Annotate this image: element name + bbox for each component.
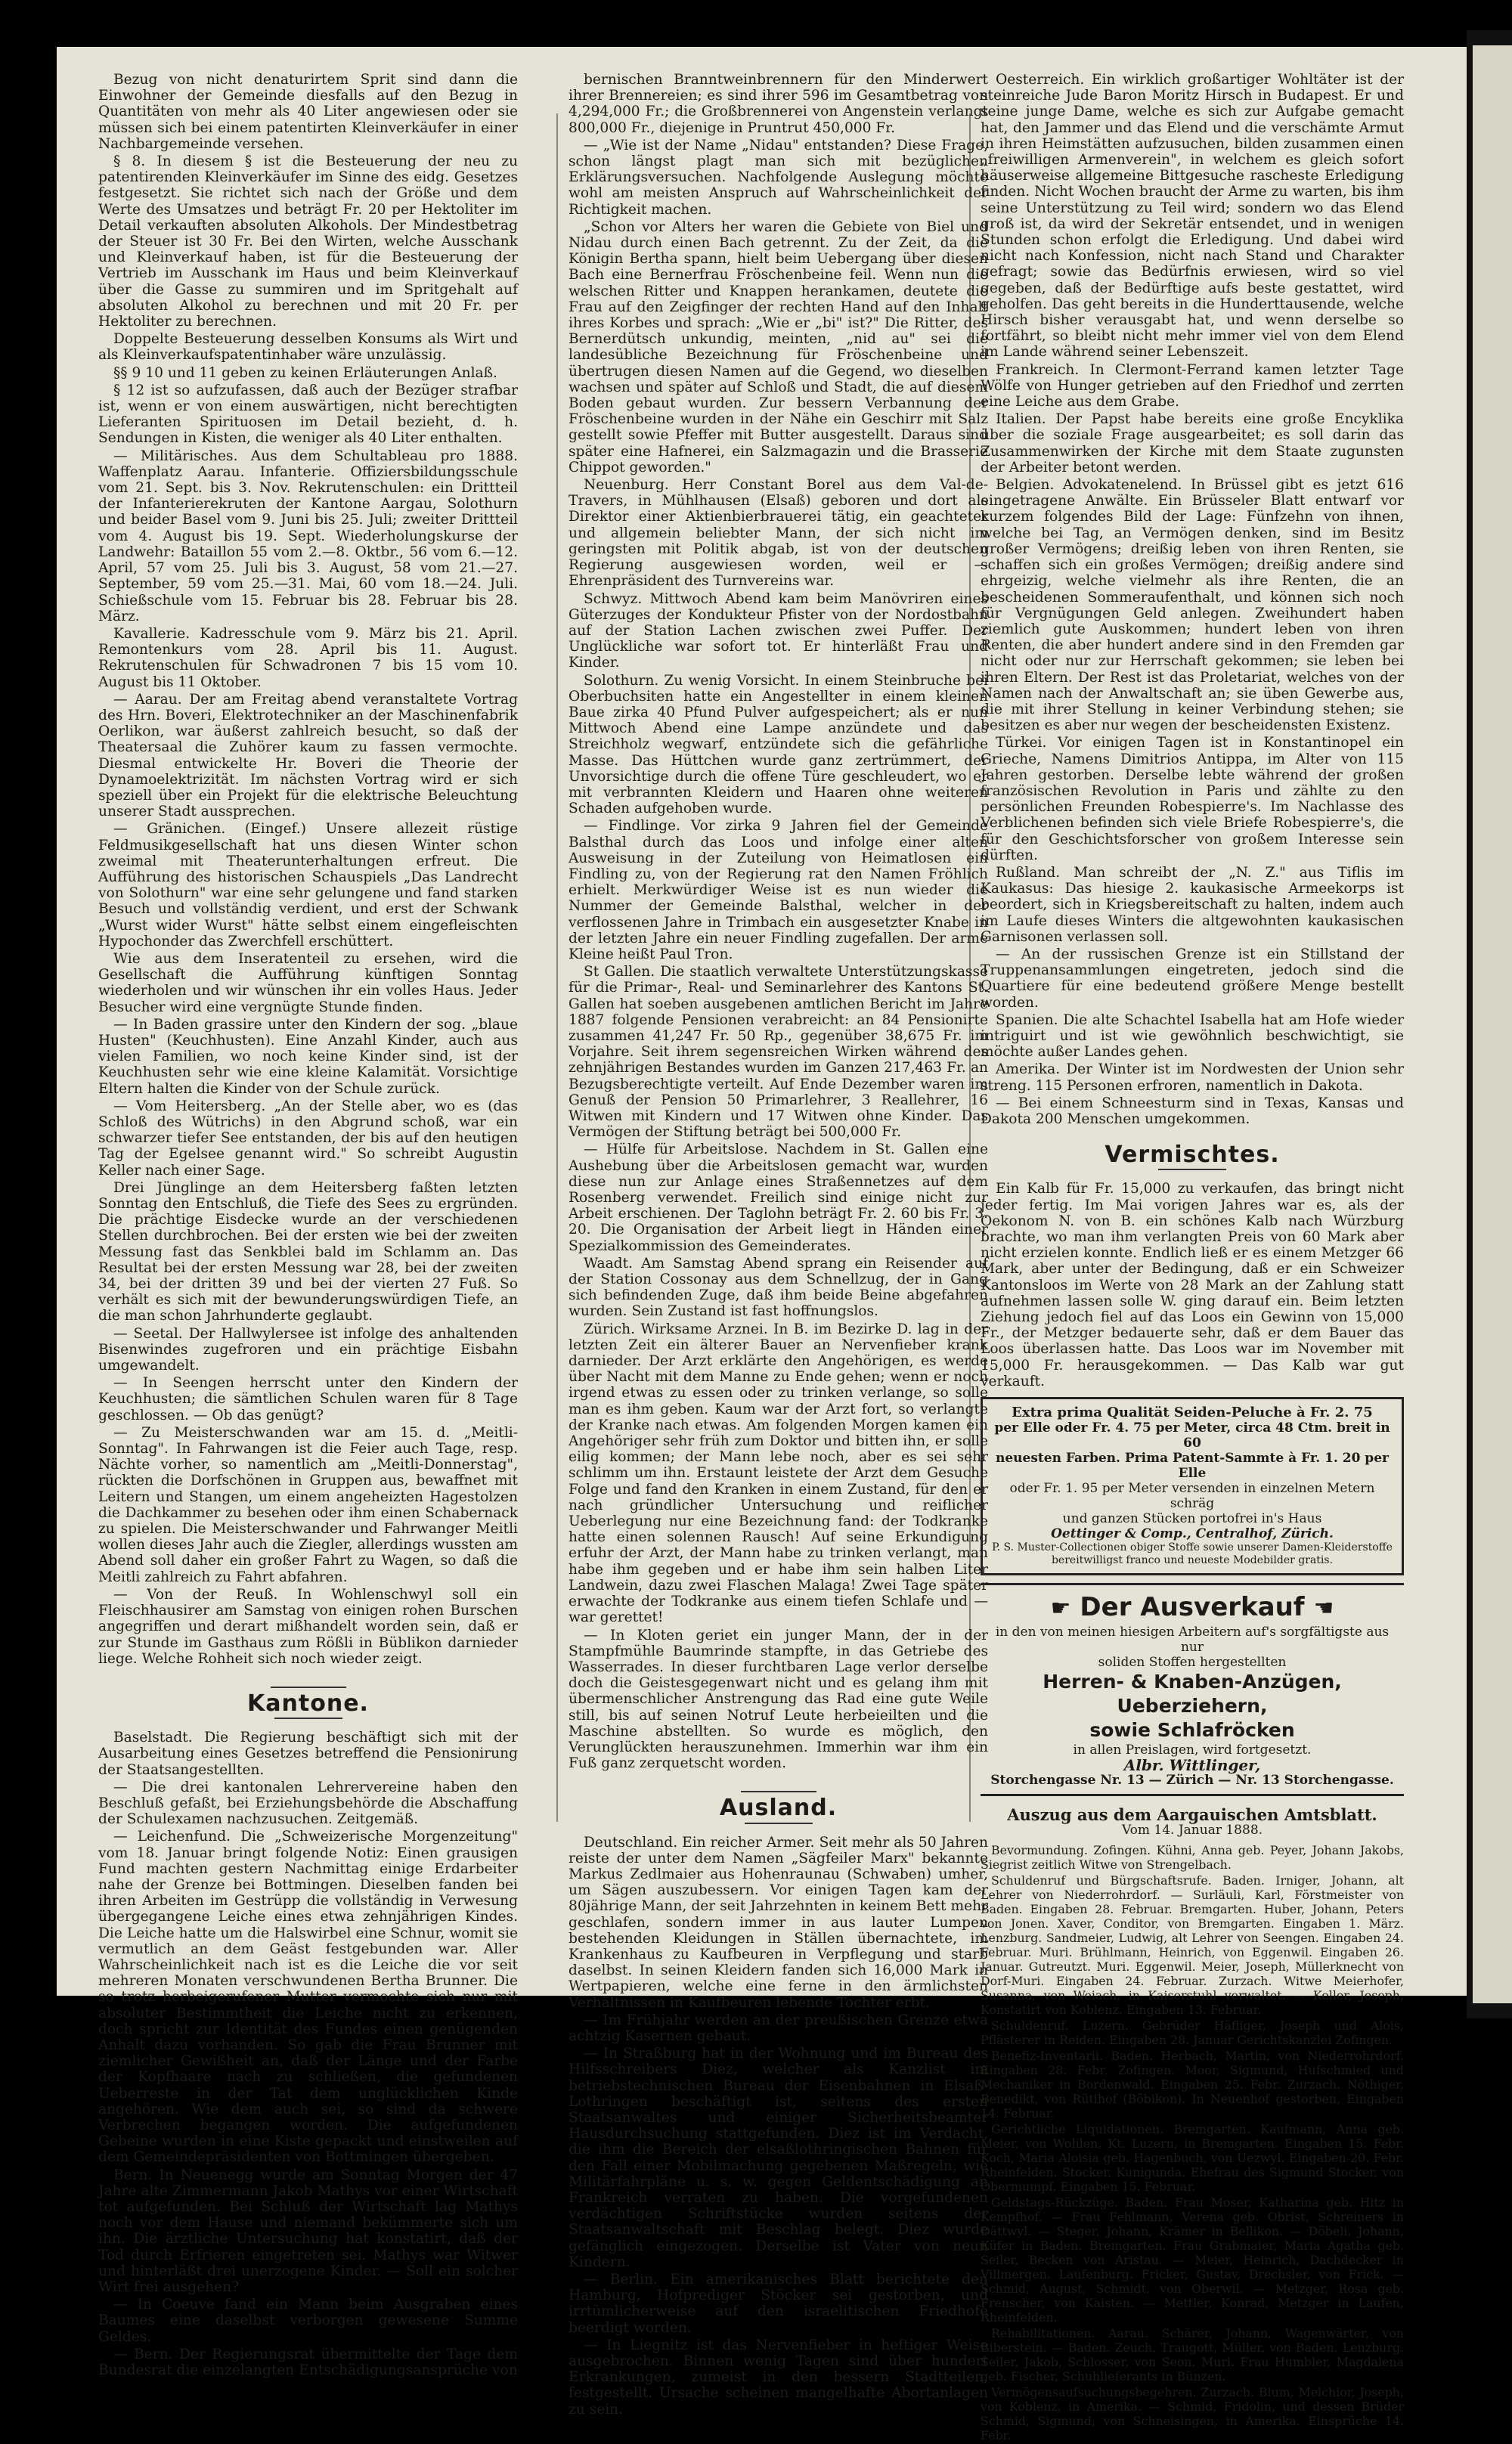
article-paragraph: — In Baden grassire unter den Kindern der sog. „blaue Husten" (Keuchhusten). Eine Anzahl Kinder, auch aus vielen Familien, wo noch keine Kinder sind, ist der Keuchhusten sehr wie eine kleine Kalamität. Vorsichtige Eltern halten die Kinder von der Schule zurück.	[98, 1016, 518, 1097]
ad-line: in allen Preislagen, wird fortgesetzt.	[1073, 1742, 1312, 1758]
kantone-articles	[98, 1730, 518, 2378]
amtsblatt-date: Vom 14. Januar 1888.	[1121, 1822, 1263, 1838]
ad-title	[990, 1591, 1395, 1625]
article-paragraph: Doppelte Besteuerung desselben Konsums als Wirt und als Kleinverkaufspatentinhaber wäre unzulässig.	[98, 331, 518, 364]
article-paragraph: Bevormundung. Zofingen. Kühni, Anna geb. Peyer, Johann Jakobs, Siegrist zeitlich Witwe von Strengelbach.	[981, 1842, 1404, 1872]
article-paragraph: Solothurn. Zu wenig Vorsicht. In einem Steinbruche bei Oberbuchsiten hatte ein Angestellter in einem kleinen Baue zirka 40 Pfund Pulver aufgespeichert; als er nun Mittwoch Abend eine Lampe anzündete und das Streichholz wegwarf, entzündete sich die gefährliche Masse. Das Hüttchen wurde ganz zertrümmert, der Unvorsichtige durch die offene Türe geschleudert, wo er mit verbrannten Kleidern und Haaren ohne weiteren Schaden aufgehoben wurde.	[569, 672, 988, 817]
article-paragraph: Schuldenruf und Bürgschaftsrufe. Baden. Irniger, Johann, alt Lehrer von Niederrohrdorf. — Surläuli, Karl, Förstmeister von Baden. Eingaben 28. Februar. Bremgarten. Huber, Johann, Peters von Jonen. Xaver, Conditor, von Bremgarten. Eingaben 1. März. Lenzburg. Sandmeier, Ludwig, alt Lehrer von Seengen. Eingaben 24. Februar. Muri. Brühlmann, Heinrich, von Eggenwil. Eingaben 26. Januar. Gutreutzt. Muri. Eggenwil. Meier, Joseph, Müllerknecht von Dorf-Muri. Eingaben 24. Februar. Zurzach. Witwe Meierhofer, Susanna, von Weiach, in Kaiserstuhl verwaltet. — Keller, Joseph, Konstatirt von Koblenz. Eingaben 13. Februar.	[981, 1872, 1404, 2017]
article-paragraph: — Berlin. Ein amerikanisches Blatt berichtete den Hamburg, Hofprediger Stöcker sei gestorben, und irrtümlicherweise auf den israelitischen Friedhofe beerdigt worden.	[569, 2272, 988, 2336]
ad-line: oder Fr. 1. 95 per Meter versenden in einzelnen Metern schräg	[1009, 1481, 1375, 1512]
article-paragraph: — Die drei kantonalen Lehrervereine haben den Beschluß gefaßt, bei Erziehungsbehörde die Abschaffung der Schulexamen nachzusuchen. Zeitgemäß.	[98, 1779, 518, 1828]
article-paragraph: — Findlinge. Vor zirka 9 Jahren fiel der Gemeinde Balsthal durch das Loos und infolge einer alten Ausweisung in der Zuteilung von Heimatlosen ein Findling zu, von der Regierung rat den Namen Fröhlich erhielt. Merkwürdiger Weise ist es nun wieder die Nummer der Gemeinde Balsthal, welcher in der verflossenen Jahre in Trimbach ein ausgesetzter Knabe in der letzten Jahre ein neuer Findling zugefallen. Der arme Kleine heißt Paul Tron.	[569, 818, 988, 962]
article-paragraph: bernischen Branntweinbrennern für den Minderwert ihrer Brennereien; es sind ihrer 596 im Gesamtbetrag von 4,294,000 Fr.; die Großbrennerei von Angenstein verlangt 800,000 Fr., diejenige in Pruntrut 450,000 Fr.	[569, 72, 988, 136]
article-paragraph: — Aarau. Der am Freitag abend veranstaltete Vortrag des Hrn. Boveri, Elektrotechniker an der Maschinenfabrik Oerlikon, war äußerst zahlreich besucht, so daß der Theatersaal die Zuhörer kaum zu fassen vermochte. Diesmal entwickelte Hr. Boveri die Theorie der Dynamoelektrizität. Im nächsten Vortrag wird er sich speziell über ein Projekt für die elektrische Beleuchtung unserer Stadt aussprechen.	[98, 691, 518, 820]
article-paragraph: — Im Frühjahr werden an der preußischen Grenze etwa achtzig Kasernen gebaut.	[569, 2012, 988, 2044]
amtsblatt-entries	[981, 1843, 1404, 2442]
article-paragraph: Spanien. Die alte Schachtel Isabella hat am Hofe wieder intriguirt und ist wie gewöhnlich beschwichtigt, sie möchte außer Landes gehen.	[981, 1011, 1404, 1061]
article-paragraph: Baselstadt. Die Regierung beschäftigt sich mit der Ausarbeitung eines Gesetzes betreffend die Pensionirung der Staatsangestellten.	[98, 1730, 518, 1778]
article-paragraph: — In Coeuve fand ein Mann beim Ausgraben eines Baumes eine daselbst verborgen gewesene Summe Geldes.	[98, 2297, 518, 2345]
article-paragraph: § 8. In diesem § ist die Besteuerung der neu zu patentirenden Kleinverkäufer im Sinne des eidg. Gesetzes festgesetzt. Sie richtet sich nach der Größe und dem Werte des Umsatzes und beträgt Fr. 20 per Hektoliter im Detail verkauften absoluten Alkohols. Der Mindestbetrag der Steuer ist 30 Fr. Bei den Wirten, welche Ausschank und Kleinverkauf haben, ist für die Besteuerung der Vertrieb im Ausschank im Haus und beim Kleinverkauf über die Gasse zu summiren und im Spritgehalt auf absoluten Alkohol zu berechnen und mit 20 Fr. per Hektoliter zu berechnen.	[98, 153, 518, 330]
article-paragraph: Geldstags-Rückzüge. Baden. Frau Moser, Katharina geb. Hitz in Kempfhof. — Frau Fehlmann, Verena geb. Obrist, Schreiners in Dättwyl. — Steger, Johann, Krämer in Bellikon. — Döbeli, Johann, Küfer in Baden. Bremgarten. Frau Grabmaier, Maria Agatha geb. Seiler, Becken von Aristau. — Meier, Heinrich, Dachdecker in Villmergen. Laufenburg. Fricker, Gustav, Drechsler, von Frick. — Schmid, August, Schmidt, von Oberwil. — Metzger, Rosa geb. Frenscher, von Kaisten. — Mettler, Konrad, Metzger in Laufen, Rheinfelden.	[981, 2195, 1404, 2325]
article-paragraph: — Zu Meisterschwanden war am 15. d. „Meitli-Sonntag". In Fahrwangen ist die Feier auch Tage, resp. Nächte vorher, so namentlich am „Meitli-Donnerstag", rückten die Dorfschönen in Gruppen aus, bewaffnet mit Leitern und Stangen, um einem angeheizten Hagestolzen die Dachkammer zu besehen oder ihm einen Schabernack zu spielen. Die Meisterschwander und Fahrwanger Meitli wollen dieses Jahr auch die Ziegler, allerdings wussten am Abend soll daher ein großer Fahrt zu Wagen, so daß die Meitli zahlreich zu Fahrt abfahren.	[98, 1424, 518, 1585]
ad-advertiser: Oettinger & Comp., Centralhof, Zürich.	[1051, 1526, 1334, 1542]
ad-line: soliden Stoffen hergestellten	[1098, 1654, 1287, 1670]
article-paragraph: Rußland. Man schreibt der „N. Z." aus Tiflis im Kaukasus: Das hiesige 2. kaukasische Armeekorps ist beordert, sich in Kriegsbereitschaft zu halten, indem auch im Laufe dieses Winters die altgewohnten kaukasischen Garnisonen verlassen soll.	[981, 864, 1404, 945]
article-paragraph: Gerichtliche Liquidationen. Bremgarten. Kaufmann, Anna geb. Meier, von Wohlen, Kt. Luzern, in Bremgarten. Eingaben 15. Febr. Koch, Maria Aloisia geb. Hagenbuch, von Uezwyl. Eingaben 20. Febr. Rheinfelden. Stocker, Kunigunda, Ehefrau des Sigmund Stocker, von Obermumpf. Eingaben 15. Februar.	[981, 2121, 1404, 2194]
ad-headline: Herren- & Knaben-Anzügen, Ueberziehern,	[1043, 1670, 1342, 1717]
advertisement-silk	[981, 1397, 1404, 1575]
column-3	[981, 72, 1404, 2444]
article-paragraph: — Militärisches. Aus dem Schultableau pro 1888. Waffenplatz Aarau. Infanterie. Offiziersbildungsschule vom 21. Sept. bis 3. Nov. Rekrutenschulen: ein Drittteil der Infanterierekruten der Kantone Aargau, Solothurn und beider Basel vom 9. Juni bis 25. Juli; zweiter Drittteil vom 4. August bis 19. Sept. Wiederholungskurse der Landwehr: Bataillon 55 vom 2.—8. Oktbr., 56 vom 6.—12. April, 57 vom 25. Juli bis 3. August, 58 vom 21.—27. September, 59 vom 25.—31. Mai, 60 vom 18.—24. Juli. Schießschule vom 15. Februar bis 28. Februar bis 28. März.	[98, 448, 518, 624]
article-paragraph: — In Straßburg hat in der Wohnung und im Bureau des Hilfsschreibers Diez, welcher als Kanzlist im betriebstechnischen Bureau der Eisenbahnen in Elsaß-Lothringen beschäftigt ist, seitens des ersten Staatsanwaltes und einiger Sicherheitsbeamter Hausdurchsuchung stattgefunden. Diez ist im Verdacht, die ihm die Bereich der elsaßlothringischen Bahnen für den Fall einer Mobilmachung gegebenen Maßregeln, wie Militärfahrpläne u. s. w. gegen Geldentschädigung an Frankreich verraten zu haben. Die vorgefundenen verdächtigen Schriftstücke wurden seitens der Staatsanwaltschaft mit Beschlag belegt. Diez wurde gefänglich eingezogen. Derselbe ist Vater von neun Kindern.	[569, 2046, 988, 2270]
article-paragraph: Deutschland. Ein reicher Armer. Seit mehr als 50 Jahren reiste der unter dem Namen „Sägfeiler Marx" bekannte Markus Zedlmaier aus Hohenraunau (Schwaben) umher, um Sägen auszubessern. Vor einigen Tagen kam der 80jährige Mann, der seit Jahrzehnten in keinem Bett mehr geschlafen, sondern immer in aus lauter Lumpen bestehenden Kleidungen in Ställen übernachtete, im Krankenhaus zu Kaufbeuren in Verpflegung und starb daselbst. In seinen Kleidern fanden sich 16,000 Mark in Wertpapieren, welche eine ferne in den ärmlichsten Verhältnissen in Kaufbeuren lebende Tochter erbt.	[569, 1834, 988, 2011]
article-paragraph: Benefiz-Inventarii. Baden. Herbach, Martin, von Niederrohrdorf. Eingaben 28. Febr. Zofingen. Moor, Sigmund, Hufschmied und Mechaniker in Bordenwald. Eingaben 25. Febr. Zurzach. Nöthiger, Benedikt, von Rütihof (Böbikon). In Neuenhof gestorben, Eingaben 14. Februar.	[981, 2048, 1404, 2120]
ad-title-text: Der Ausverkauf	[1080, 1592, 1305, 1623]
article-paragraph: Waadt. Am Samstag Abend sprang ein Reisender auf der Station Cossonay aus dem Schnellzug, der in Gang sich befindenden Zuge, daß ihm beide Beine abgefahren wurden. Sein Zustand ist fast hoffnungslos.	[569, 1255, 988, 1320]
column-rule	[556, 113, 558, 1822]
section-title-vermischtes: Vermischtes.	[981, 1147, 1404, 1170]
article-paragraph: — Von der Reuß. In Wohlenschwyl soll ein Fleischhausirer am Samstag von einigen rohen Burschen angegriffen und derart mißhandelt worden sein, daß er zur Stunde im Gasthaus zum Rößli in Büblikon darnieder liege. Welche Rohheit sich noch wieder zeigt.	[98, 1586, 518, 1667]
section-title-kantone: Kantone.	[98, 1687, 518, 1719]
ad-headline: sowie Schlafröcken	[1089, 1718, 1295, 1741]
article-paragraph: Ein Kalb für Fr. 15,000 zu verkaufen, das bringt nicht jeder fertig. Im Mai vorigen Jahres war es, als der Oekonom N. von B. ein schönes Kalb nach Würzburg brachte, wo man ihm verlangten Preis von 60 Mark aber nicht erzielen konnte. Endlich ließ er es einem Metzger 66 Mark, aber unter der Bedingung, daß er ein Schweizer Kantonsloos im Werte von 28 Mark an der Zahlung statt aufnehmen lassen solle W. ging darauf ein. Beim letzten Ziehung jedoch fiel auf das Loos ein Gewinn von 15,000 Fr., der Metzger bedauerte sehr, daß er dem Bauer das Loos überlassen hatte. Das Loos war im November mit 15,000 Fr. herausgekommen. — Das Kalb war gut verkauft.	[981, 1181, 1404, 1389]
article-paragraph: Rehabilitationen. Aarau. Schärer, Johann, Wagenwärter, von Biberstein. — Baden. Zeuch, Traugott, Müller, von Baden. Lenzburg. Seiler, Jakob, Schlosser, von Seon. Muri. Frau Humbler, Magdalena geb. Fischer, Schuhlieferants in Bünzen.	[981, 2325, 1404, 2384]
pointing-hand-icon: ☛	[1050, 1594, 1071, 1622]
article-paragraph: — Hülfe für Arbeitslose. Nachdem in St. Gallen eine Aushebung über die Arbeitslosen gemacht war, wurden diese nun zur Anlage eines Straßennetzes auf dem Rosenberg verwendet. Freilich sind einige nicht zur Arbeit erschienen. Der Taglohn beträgt Fr. 2. 60 bis Fr. 3. 20. Die Organisation der Arbeit liegt in Händen einer Spezialkommission des Gemeinderates.	[569, 1141, 988, 1254]
article-paragraph: Italien. Der Papst habe bereits eine große Encyklika über die soziale Frage ausgearbeitet; es soll darin das Zusammenwirken der Kirche mit dem Staate zugunsten der Arbeiter betont werden.	[981, 411, 1404, 475]
ad-line: P. S. Muster-Collectionen obiger Stoffe sowie unserer Damen-Kleiderstoffe bereitwilligst franco und neueste Modebilder gratis.	[992, 1541, 1393, 1567]
advertisement-ausverkauf	[981, 1583, 1404, 1796]
ad-line: per Elle oder Fr. 4. 75 per Meter, circa 48 Ctm. breit in 60	[994, 1420, 1390, 1451]
vermischtes-articles	[981, 1181, 1404, 1389]
article-paragraph: Frankreich. In Clermont-Ferrand kamen letzter Tage Wölfe von Hunger getrieben auf den Friedhof und zerrten eine Leiche aus dem Grabe.	[981, 361, 1404, 410]
ad-line: Extra prima Qualität Seiden-Peluche à Fr. 2. 75	[1012, 1405, 1373, 1421]
column-2-articles	[569, 72, 988, 1771]
article-paragraph: — In Seengen herrscht unter den Kindern der Keuchhusten; die sämtlichen Schulen waren für 8 Tage geschlossen. — Ob das genügt?	[98, 1375, 518, 1423]
adjacent-page-sliver	[1473, 45, 1512, 2003]
article-paragraph: — Leichenfund. Die „Schweizerische Morgenzeitung" vom 18. Januar bringt folgende Notiz: Einen grausigen Fund machten gestern Nachmittag einige Erdarbeiter nahe der Grenze bei Bottmingen. Dieselben fanden bei ihren Arbeiten im Gestrüpp die vollständig in Verwesung übergegangene Leiche eines etwa zehnjährigen Kindes. Die Leiche hatte um die Halswirbel eine Schnur, womit sie vermutlich an dem Geäst festgebunden war. Aller Wahrscheinlichkeit nach ist es die Leiche die vor seit mehreren Monaten verschwundenen Bertha Brunner. Die so trotz herbeigerufener Mutter vermochte sich nur mit absoluter Bestimmtheit die Leiche nicht zu erkennen, doch spricht zur Identität des Fundes einen genügenden Anhalt dazu vorhanden. So gab die Frau Brunner mit ziemlicher Gewißheit an, daß der Länge und der Farbe der Kopfhaare nach zu schließen, die gefundenen Ueberreste in der Tat dem unglücklichen Kinde angehören. Wie dem auch sei, so sind da schwere Verbrechen begangen worden. Die aufgefundenen Gebeine wurden in eine Kiste gepackt und einstweilen auf dem Gemeindepräsidenten von Bottmingen übergeben.	[98, 1829, 518, 2166]
article-paragraph: — Bei einem Schneesturm sind in Texas, Kansas und Dakota 200 Menschen umgekommen.	[981, 1095, 1404, 1127]
article-paragraph: Schuldenruf. Luzern. Gebrüder Häfliger, Joseph und Alois, Pflästerer in Reiden. Eingaben 28. Januar Gerichtskanzlei Zofingen.	[981, 2018, 1404, 2047]
column-1-articles	[98, 72, 518, 1667]
article-paragraph: Bezug von nicht denaturirtem Sprit sind dann die Einwohner der Gemeinde diesfalls auf den Bezug in Quantitäten von mehr als 40 Liter angewiesen oder sie müssen sich bei einem patentirten Kleinverkäufer in einer Nachbargemeinde versehen.	[98, 72, 518, 152]
article-paragraph: Amerika. Der Winter ist im Nordwesten der Union sehr streng. 115 Personen erfroren, namentlich in Dakota.	[981, 1061, 1404, 1094]
article-paragraph: — Bern. Der Regierungsrat übermittelte der Tage dem Bundesrat die einzelangten Entschädigungsansprüche von	[98, 2346, 518, 2379]
article-paragraph: — In Liegnitz ist das Nervenfieber in heftiger Weise ausgebrochen. Binnen wenig Tagen sind über hundert Erkrankungen, zumeist in den bessern Stadtteilen, festgestellt. Ursache scheinen mangelhafte Abortanlagen zu sein.	[569, 2337, 988, 2418]
article-paragraph: — In Kloten geriet ein junger Mann, der in der Stampfmühle Baumrinde stampfte, in das Getriebe des Wasserrades. In dieser furchtbaren Lage verlor derselbe doch die Geistesgegenwart nicht und es gelang ihm mit übermenschlicher Anstrengung das Rad eine gute Weile still, bis auf seinen Notruf Leute herbeieilten und die Maschine abstellten. So wurde es möglich, den Verunglückten herauszunehmen. Immerhin war ihm ein Fuß ganz zerquetscht worden.	[569, 1627, 988, 1772]
article-paragraph: „Schon vor Alters her waren die Gebiete von Biel und Nidau durch einen Bach getrennt. Zu der Zeit, da die Königin Bertha spann, hielt beim Uebergang über diesen Bach eine Bernerfrau Fröschenbeine feil. Wenn nun die welschen Ritter und Knappen herankamen, deutete die Frau auf den Zeigfinger der rechten Hand auf den Inhalt ihres Korbes und sprach: „Wie er „bi" ist?" Die Ritter, des Bernerdütsch unkundig, meinten, „nid au" sei die landesübliche Bezeichnung für Fröschenbeine und übertrugen diesen Namen auf die Gegend, wo dieselben wachsen und später auf Schloß und Stadt, die auf diesem Boden gebaut wurden. Zur bessern Verbannung der Fröschenbeine wurden in der Nähe ein Geschirr mit Salz gestellt sowie Pfeffer mit Butter ausgestellt. Daraus sind später eine Hafnerei, ein Salzmagazin und die Brasserie Chippot geworden."	[569, 218, 988, 475]
article-paragraph: Oesterreich. Ein wirklich großartiger Wohltäter ist der steinreiche Jude Baron Moritz Hirsch in Budapest. Er und seine junge Dame, welche es sich zur Aufgabe gemacht hat, den Jammer und das Elend und die verschämte Armut in ihren Heimstätten aufzusuchen, bilden zusammen einen „freiwilligen Armenverein", in welchem es gleich sofort häuserweise allgemeine Bittgesuche rascheste Erledigung finden. Nicht Wochen braucht der Arme zu warten, bis ihm seine Unterstützung zu Teil wird; sondern wo das Elend groß ist, da wird der Sekretär entsendet, und in wenigen Stunden schon erfolgt die Erledigung. Und dabei wird nicht nach Konfession, nicht nach Stand und Charakter gefragt; sowie das Bedürfnis erwiesen, wird so viel gegeben, daß der Bedürftige aufs beste gestattet, wird geholfen. Das geht bereits in die Hunderttausende, welche Hirsch bisher verausgabt hat, und wenn derselbe so fortfährt, so bleibt nicht mehr immer viel von dem Elend im Lande während seiner Lebenszeit.	[981, 72, 1404, 361]
pointing-hand-left-icon: ☚	[1313, 1594, 1334, 1622]
section-title-ausland: Ausland.	[569, 1791, 988, 1823]
article-paragraph: §§ 9 10 und 11 geben zu keinen Erläuterungen Anlaß.	[113, 364, 497, 381]
ausland-articles	[569, 1835, 988, 2418]
article-paragraph: § 12 ist so aufzufassen, daß auch der Bezüger strafbar ist, wenn er von einem auswärtigen, nicht berechtigten Lieferanten Spirituosen im Detail bezieht, d. h. Sendungen in Kisten, die weniger als 40 Liter enthalten.	[98, 382, 518, 447]
column-2	[569, 72, 988, 2419]
article-paragraph: St Gallen. Die staatlich verwaltete Unterstützungskasse für die Primar-, Real- und Seminarlehrer des Kantons St. Gallen hat soeben ausgebenen amtlichen Bericht im Jahre 1887 folgende Pensionen verabreicht: an 84 Pensionirte zusammen 41,247 Fr. 50 Rp., gegenüber 38,675 Fr. im Vorjahre. Seit ihrem segensreichen Wirken während des zehnjährigen Bestandes wurden im Ganzen 217,463 Fr. an Bezugsberechtigte verteilt. Auf Ende Dezember waren im Genuß der Pension 50 Primarlehrer, 3 Reallehrer, 16 Witwen mit Kindern und 17 Witwen ohne Kinder. Das Vermögen der Stiftung beträgt bei 500,000 Fr.	[569, 964, 988, 1141]
article-paragraph: — Vom Heitersberg. „An der Stelle aber, wo es (das Schloß des Wütrichs) in den Abgrund schoß, war ein schwarzer tiefer See entstanden, der bis auf den heutigen Tag der Egelsee genannt wird." So schreibt Augustin Keller nach einer Sage.	[98, 1098, 518, 1179]
column-3-articles	[981, 72, 1404, 1127]
amtsblatt-title: Auszug aus dem Aargauischen Amtsblatt.	[1007, 1804, 1377, 1824]
article-paragraph: Zürich. Wirksame Arznei. In B. im Bezirke D. lag in der letzten Zeit ein älterer Bauer an Nervenfieber krank darnieder. Der Arzt erklärte den Angehörigen, es werde über Nacht mit dem Manne zu Ende gehen; wenn er noch irgend etwas zu essen oder zu trinken verlange, so solle man es ihm geben. Kaum war der Arzt fort, so verlangte der Kranke nach etwas. Am folgenden Morgen kamen ein Angehöriger sehr früh zum Doktor und bitten ihn, er solle eilig kommen; der Mann lebe noch, aber es sei sehr schlimm um ihn. Erstaunt leistete der Arzt dem Gesuche Folge und fand den Kranken in einem Zustand, für den er nach gründlicher Untersuchung und reiflicher Ueberlegung nur eine Bezeichnung fand: der Todkranke hatte einen solennen Rausch! Auf seine Erkundigung erfuhr der Arzt, der Mann habe zu trinken verlangt, man habe ihm gegeben und er habe ihm sein halben Liter Landwein, dazu zwei Flaschen Malaga! Zwei Tage später erwachte der Todkranke aus einem tiefen Schlafe und — war gerettet!	[569, 1321, 988, 1626]
article-paragraph: — „Wie ist der Name „Nidau" entstanden? Diese Frage, schon längst plagt man sich mit bezüglichen Erklärungsversuchen. Nachfolgende Auslegung möchte wohl am meisten Anspruch auf Wahrscheinlichkeit der Richtigkeit machen.	[569, 137, 988, 218]
article-paragraph: Türkei. Vor einigen Tagen ist in Konstantinopel ein Grieche, Namens Dimitrios Antippa, im Alter von 115 Jahren gestorben. Derselbe lebte während der großen französischen Revolution in Paris und zählte zu den persönlichen Freunden Robespierre's. Im Nachlasse des Verblichenen befinden sich viele Briefe Robespierre's, die für den Geschichtsforscher von großem Interesse sein dürften.	[981, 735, 1404, 863]
article-paragraph: Schwyz. Mittwoch Abend kam beim Manövriren eines Güterzuges der Kondukteur Pfister von der Nordostbahn auf der Station Lachen zwischen zwei Puffer. Der Unglückliche war sofort tot. Er hinterläßt Frau und Kinder.	[569, 590, 988, 671]
article-paragraph: Bern. In Neuenegg wurde am Sonntag Morgen der 47 Jahre alte Zimmermann Jakob Mathys vor einer Wirtschaft tot aufgefunden. Bei Schluß der Wirtschaft lag Mathys noch vor dem Hause und niemand bekümmerte sich um ihn. Die ärztliche Untersuchung hat konstatirt, daß der Tod durch Erfrieren eingetreten sei. Mathys war Witwer und hinterläßt drei unerzogene Kinder. — Soll ein solcher Wirt frei ausgehen?	[98, 2167, 518, 2296]
ad-line: neuesten Farben. Prima Patent-Sammte à Fr. 1. 20 per Elle	[996, 1451, 1389, 1482]
article-paragraph: — Gränichen. (Eingef.) Unsere allezeit rüstige Feldmusikgesellschaft hat uns diesen Winter schon zweimal mit Theaterunterhaltungen erfreut. Die Aufführung des historischen Schauspiels „Das Landrecht von Solothurn" war eine sehr gelungene und fand starken Besuch und vollständig verdient, und erst der Schwank „Wurst wider Wurst" hätte selbst einem eingefleischten Hypochonder das Zwerchfell erschüttert.	[98, 821, 518, 949]
article-paragraph: Kavallerie. Kadresschule vom 9. März bis 21. April. Remontenkurs vom 28. April bis 11. August. Rekrutenschulen für Schwadronen 7 bis 15 vom 10. August bis 11 Oktober.	[98, 625, 518, 690]
article-paragraph: Vermögensaufsuchungsbegehren. Zurzach. Blum, Melchior, Joseph, von Koblenz, in Amerika. — Schmid, Fridolin, und dessen Brüder Schmid, Sigmund, von Schneisingen, in Amerika. Einsprüche 14. Febr.	[981, 2384, 1404, 2442]
article-paragraph: — Seetal. Der Hallwylersee ist infolge des anhaltenden Bisenwindes zugefroren und ein prächtige Eisbahn umgewandelt.	[98, 1325, 518, 1374]
column-1	[98, 72, 518, 2380]
article-paragraph: Belgien. Advokatenelend. In Brüssel gibt es jetzt 616 eingetragene Anwälte. Ein Brüsseler Blatt entwarf vor kurzem folgendes Bild der Lage: Fünfzehn von ihnen, welche bei Tag, an Vermögen denken, sind im Besitz großer Vermögens; dreißig leben von ihren Renten, sie schaffen sich ein großes Vermögen; dreißig andere sind ehrgeizig, welche vielmehr als ihre Renten, die an bescheidenen Sommeraufenthalt, und können sich noch für Vergnügungen Geld anlegen. Zweihundert haben ziemlich gute Auskommen; hundert leben von ihren Renten, die aber hundert andere sind in den Fremden gar nicht oder nur zur Herrschaft gekommen; sie leben bei ihren Eltern. Der Rest ist das Proletariat, welches von der Namen nach der Anwaltschaft an; sie üben Gewerbe aus, die mit ihrer Stellung in keiner Verbindung stehen; sie besitzen es aber nur wegen der bescheidensten Existenz.	[981, 477, 1404, 734]
article-paragraph: — An der russischen Grenze ist ein Stillstand der Truppenansammlungen eingetreten, jedoch sind die Quartiere für eine bedeutend größere Menge bestellt worden.	[981, 946, 1404, 1011]
ad-advertiser: Albr. Wittlinger,	[1123, 1755, 1261, 1774]
article-paragraph: Neuenburg. Herr Constant Borel aus dem Val-de-Travers, in Mühlhausen (Elsaß) geboren und dort als Direktor einer Aktienbierbrauerei tätig, ein geachteter und allgemein beliebter Mann, der sich nicht im geringsten mit Politik abgab, ist von der deutschen Regierung ausgewiesen worden, weil er — Ehrenpräsident des Turnvereins war.	[569, 477, 988, 590]
ad-address: Storchengasse Nr. 13 — Zürich — Nr. 13 Storchengasse.	[990, 1772, 1394, 1788]
article-paragraph: Drei Jünglinge an dem Heitersberg faßten letzten Sonntag den Entschluß, die Tiefe des Sees zu ergründen. Die prächtige Eisdecke wurde an der verschiedenen Stellen durchbrochen. Bei der ersten wie bei der zweiten Messung fast das Senkblei bald im Schlamm an. Das Resultat bei der ersten Messung war 28, bei der zweiten 34, bei der dritten 39 und bei der vierten 27 Fuß. So verhält es sich mit der bewunderungswürdigen Tiefe, an die man schon Jahrhunderte geglaubt.	[98, 1179, 518, 1324]
ad-line: in den von meinen hiesigen Arbeitern auf's sorgfältigste aus nur	[995, 1624, 1390, 1655]
ad-line: und ganzen Stücken portofrei in's Haus	[1062, 1511, 1322, 1527]
article-paragraph: Wie aus dem Inseratenteil zu ersehen, wird die Gesellschaft die Aufführung künftigen Sonntag wiederholen und wir wünschen ihr ein volles Haus. Jeder Besucher wird eine vergnügte Stunde finden.	[98, 950, 518, 1015]
